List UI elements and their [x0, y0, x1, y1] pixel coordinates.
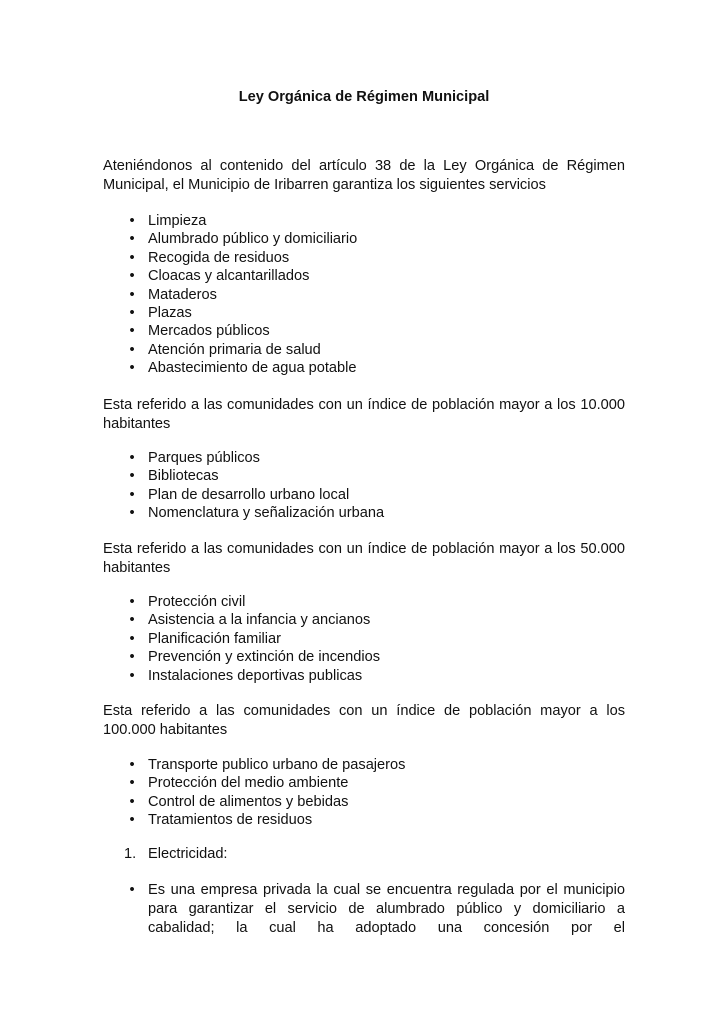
list-item: • Protección civil — [103, 593, 625, 611]
bullet-icon: • — [129, 213, 135, 229]
list-item: • Transporte publico urbano de pasajeros — [103, 756, 625, 774]
bullet-icon: • — [129, 757, 135, 773]
list-item: • Parques públicos — [103, 449, 625, 467]
bullet-icon: • — [129, 249, 135, 266]
list-number: 1. — [124, 846, 137, 862]
numbered-item-electricidad — [103, 845, 625, 863]
list-item: • Limpieza — [103, 212, 625, 230]
threshold-paragraph-100000: Esta referido a las comunidades con un índice de población mayor a los 100.000 habitantes — [103, 703, 625, 738]
bullet-icon: • — [129, 450, 135, 466]
bullet-icon: • — [129, 882, 135, 898]
bullet-icon: • — [129, 793, 135, 810]
intro-paragraph: Ateniéndonos al contenido del artículo 38 de la Ley Orgánica de Régimen Municipal, el Municipio de Iribarren garantiza los siguientes servicios — [103, 158, 625, 193]
list-item: • Bibliotecas — [103, 467, 625, 485]
bullet-icon: • — [129, 468, 135, 485]
list-item: • Asistencia a la infancia y ancianos — [103, 611, 625, 629]
numbered-list — [103, 845, 625, 863]
list-item: • Mercados públicos — [103, 322, 625, 340]
list-item: • Abastecimiento de agua potable — [103, 359, 625, 377]
threshold-paragraph-10000: Esta referido a las comunidades con un índice de población mayor a los 10.000 habitantes — [103, 397, 625, 432]
bullet-icon: • — [129, 612, 135, 629]
list-item: • Tratamientos de residuos — [103, 811, 625, 829]
numbered-item-label: Electricidad: — [148, 846, 228, 862]
bullet-icon: • — [129, 304, 135, 321]
list-item: • Recogida de residuos — [103, 249, 625, 267]
bullet-icon: • — [129, 268, 135, 285]
list-item: • Protección del medio ambiente — [103, 774, 625, 792]
bullet-icon: • — [129, 486, 135, 503]
bullet-icon: • — [129, 286, 135, 303]
services-list-basic — [103, 212, 625, 378]
list-item: • Plazas — [103, 304, 625, 322]
services-list-10000 — [103, 449, 625, 523]
bullet-icon: • — [129, 323, 135, 340]
list-item: • Mataderos — [103, 286, 625, 304]
bullet-icon: • — [129, 341, 135, 358]
document-title: Ley Orgánica de Régimen Municipal — [238, 89, 490, 105]
electricity-description-text: Es una empresa privada la cual se encuentra regulada por el municipio para garantizar el servicio de alumbrado público y domiciliario a cabalidad; la cual ha adoptado una concesión por el — [148, 882, 625, 936]
list-item: • Atención primaria de salud — [103, 341, 625, 359]
services-list-50000 — [103, 593, 625, 685]
list-item: • Control de alimentos y bebidas — [103, 793, 625, 811]
list-item: • Plan de desarrollo urbano local — [103, 486, 625, 504]
list-item: • Prevención y extinción de incendios — [103, 648, 625, 666]
bullet-icon: • — [129, 231, 135, 248]
bullet-icon: • — [129, 649, 135, 666]
bullet-icon: • — [129, 360, 135, 377]
services-list-100000 — [103, 756, 625, 830]
threshold-paragraph-50000: Esta referido a las comunidades con un índice de población mayor a los 50.000 habitantes — [103, 541, 625, 576]
bullet-icon: • — [129, 775, 135, 792]
list-item: • Planificación familiar — [103, 630, 625, 648]
bullet-icon: • — [129, 812, 135, 829]
list-item: • Nomenclatura y señalización urbana — [103, 504, 625, 522]
bullet-icon: • — [129, 630, 135, 647]
list-item: • Cloacas y alcantarillados — [103, 267, 625, 285]
bullet-icon: • — [129, 505, 135, 522]
bullet-icon: • — [129, 667, 135, 684]
list-item: • Alumbrado público y domiciliario — [103, 230, 625, 248]
bullet-icon: • — [129, 594, 135, 610]
list-item: • Instalaciones deportivas publicas — [103, 667, 625, 685]
electricity-description-item — [103, 881, 625, 956]
